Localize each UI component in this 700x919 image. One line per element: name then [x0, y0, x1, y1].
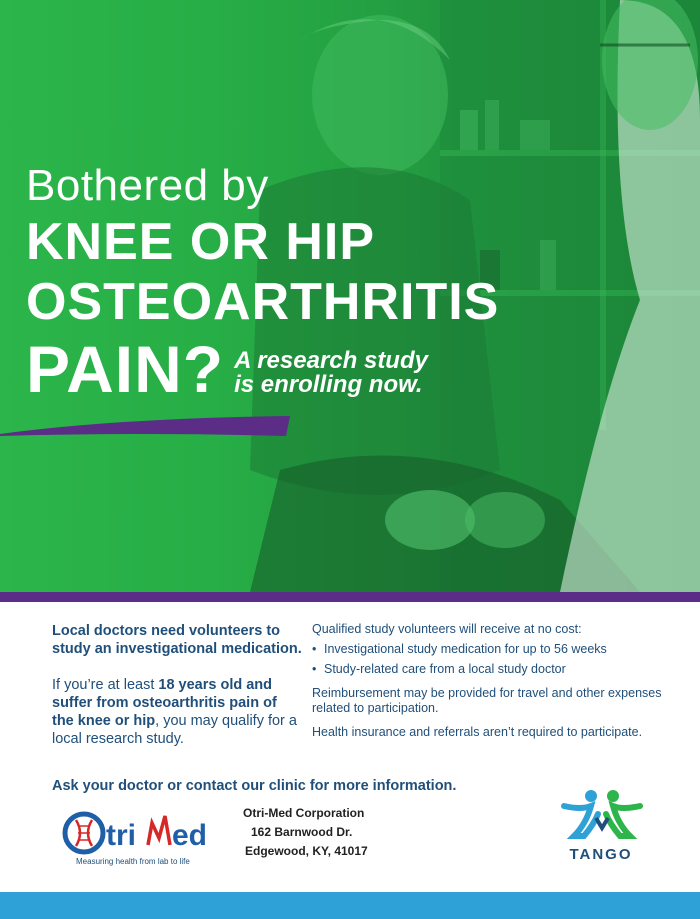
clinic-address [243, 804, 368, 861]
reimbursement-text: Reimbursement may be provided for travel and other expenses related to participation. [312, 686, 662, 715]
purple-divider [0, 592, 700, 602]
purple-swoosh [0, 412, 300, 448]
tango-figures-icon [556, 788, 646, 846]
insurance-text: Health insurance and referrals aren’t required to participate. [312, 725, 643, 739]
right-column [312, 622, 662, 740]
benefit-text: Study-related care from a local study doctor [324, 662, 566, 676]
headline-line-4 [26, 334, 499, 404]
headline-subtitle [234, 349, 428, 397]
svg-text:tri: tri [106, 819, 136, 852]
benefit-item [312, 662, 662, 677]
otrimed-logo-mark [62, 808, 232, 858]
headline-sub-1: A research study [234, 347, 428, 374]
otrimed-tagline: Measuring health from lab to life [76, 857, 190, 866]
left-column [52, 622, 302, 748]
eligibility-pre: If you’re at least [52, 677, 159, 693]
tango-logo [556, 788, 646, 868]
headline-line-2: KNEE OR HIP [26, 213, 376, 271]
lead-text: Local doctors need volunteers to study an investigational medication. [52, 623, 302, 657]
eligibility-post: , you may qualify for a local research study. [52, 713, 297, 747]
headline-sub-2: is enrolling now. [234, 371, 423, 398]
eligibility-bold: 18 years old and suffer from osteoarthritis pain of the knee or hip [52, 677, 277, 729]
info-section [0, 602, 700, 892]
bullet-icon: • [312, 642, 317, 656]
tango-wordmark: TANGO [569, 846, 633, 863]
headline-line-1: Bothered by [26, 161, 269, 210]
headline [26, 160, 499, 404]
benefits-intro: Qualified study volunteers will receive at no cost: [312, 622, 582, 636]
clinic-name: Otri-Med Corporation [243, 806, 365, 820]
benefit-item [312, 642, 662, 657]
footer-bar [0, 892, 700, 919]
call-to-action: Ask your doctor or contact our clinic for more information. [52, 778, 457, 794]
eligibility-text [52, 676, 302, 748]
svg-text:ed: ed [172, 819, 208, 852]
otrimed-logo [62, 808, 232, 870]
benefit-text: Investigational study medication for up to 56 weeks [324, 642, 607, 656]
clinic-street: 162 Barnwood Dr. [251, 825, 353, 839]
headline-pain: PAIN? [26, 332, 225, 406]
bullet-icon: • [312, 662, 317, 676]
headline-line-3: OSTEOARTHRITIS [26, 273, 500, 331]
clinic-city: Edgewood, KY, 41017 [245, 844, 368, 858]
